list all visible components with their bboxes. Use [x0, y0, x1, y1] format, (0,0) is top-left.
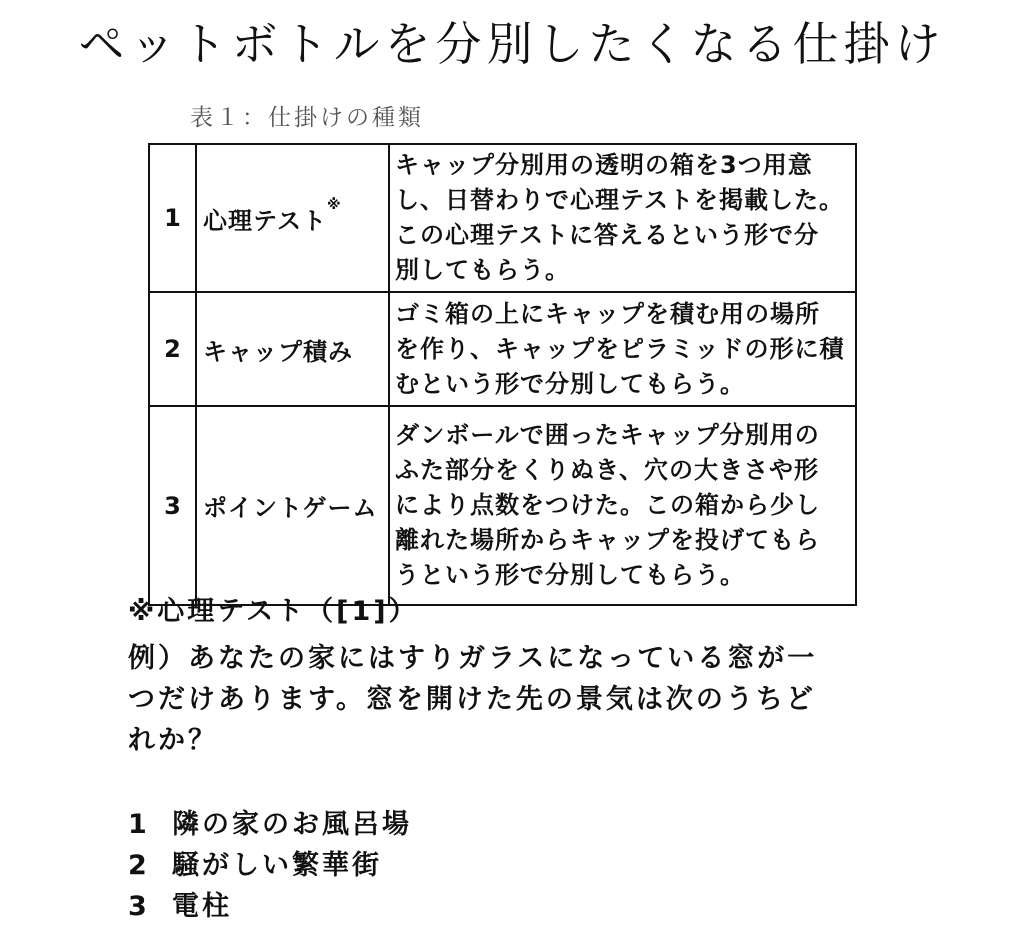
table-row [149, 144, 856, 292]
footnote-section [128, 592, 817, 761]
row-number: 1 [149, 144, 196, 292]
option-text: 騒がしい繁華街 [172, 850, 382, 881]
description-line: し、日替わりで心理テストを掲載した。 [395, 186, 845, 214]
answer-option [128, 845, 412, 886]
footnote-mark: ※ [327, 196, 342, 213]
mechanism-table [148, 143, 857, 606]
mechanism-name [196, 406, 389, 605]
footnote-heading: ※心理テスト（[1]） [128, 596, 419, 627]
answer-option [128, 886, 412, 927]
description-line: ゴミ箱の上にキャップを積む用の場所 [395, 299, 820, 328]
option-number: 3 [128, 891, 150, 922]
question-line: つだけあります。窓を開けた先の景気は次のうちど [128, 684, 816, 715]
description-line: むという形で分別してもらう。 [395, 369, 745, 398]
description-line: を作り、キャップをピラミッドの形に積 [395, 334, 845, 363]
option-number: 1 [128, 809, 150, 840]
description-line: ダンボールで囲ったキャップ分別用の [395, 421, 820, 449]
table-row [149, 406, 856, 605]
question-line: 例）あなたの家にはすりガラスになっている窓が一 [128, 643, 818, 674]
description-line: 離れた場所からキャップを投げてもら [395, 526, 820, 554]
row-number: 3 [149, 406, 196, 605]
table-row [149, 292, 856, 406]
document-title: ペットボトルを分別したくなる仕掛け [78, 17, 946, 71]
mechanism-description [389, 406, 856, 605]
answer-option [128, 804, 412, 845]
mechanism-name [196, 144, 389, 292]
mechanism-name-text: キャップ積み [203, 337, 353, 366]
description-line: うという形で分別してもらう。 [395, 561, 745, 589]
description-line: 別してもらう。 [395, 256, 570, 284]
mechanism-name-text: 心理テスト [203, 206, 328, 235]
mechanism-name-text: ポイントゲーム [203, 494, 378, 522]
description-line: キャップ分別用の透明の箱を3つ用意 [395, 151, 813, 179]
mechanism-description [389, 144, 856, 292]
description-line: この心理テストに答えるという形で分 [395, 221, 820, 249]
description-line: ふた部分をくりぬき、穴の大きさや形 [395, 456, 820, 484]
answer-options [128, 804, 412, 927]
option-number: 2 [128, 850, 150, 881]
mechanism-name [196, 292, 389, 406]
row-number: 2 [149, 292, 196, 406]
mechanism-description [389, 292, 856, 406]
table-caption: 表１：仕掛けの種類 [190, 105, 424, 131]
option-text: 電柱 [172, 891, 232, 922]
example-question [128, 638, 817, 761]
question-line: れか？ [128, 725, 218, 756]
option-text: 隣の家のお風呂場 [172, 809, 412, 840]
description-line: により点数をつけた。この箱から少し [395, 491, 820, 519]
